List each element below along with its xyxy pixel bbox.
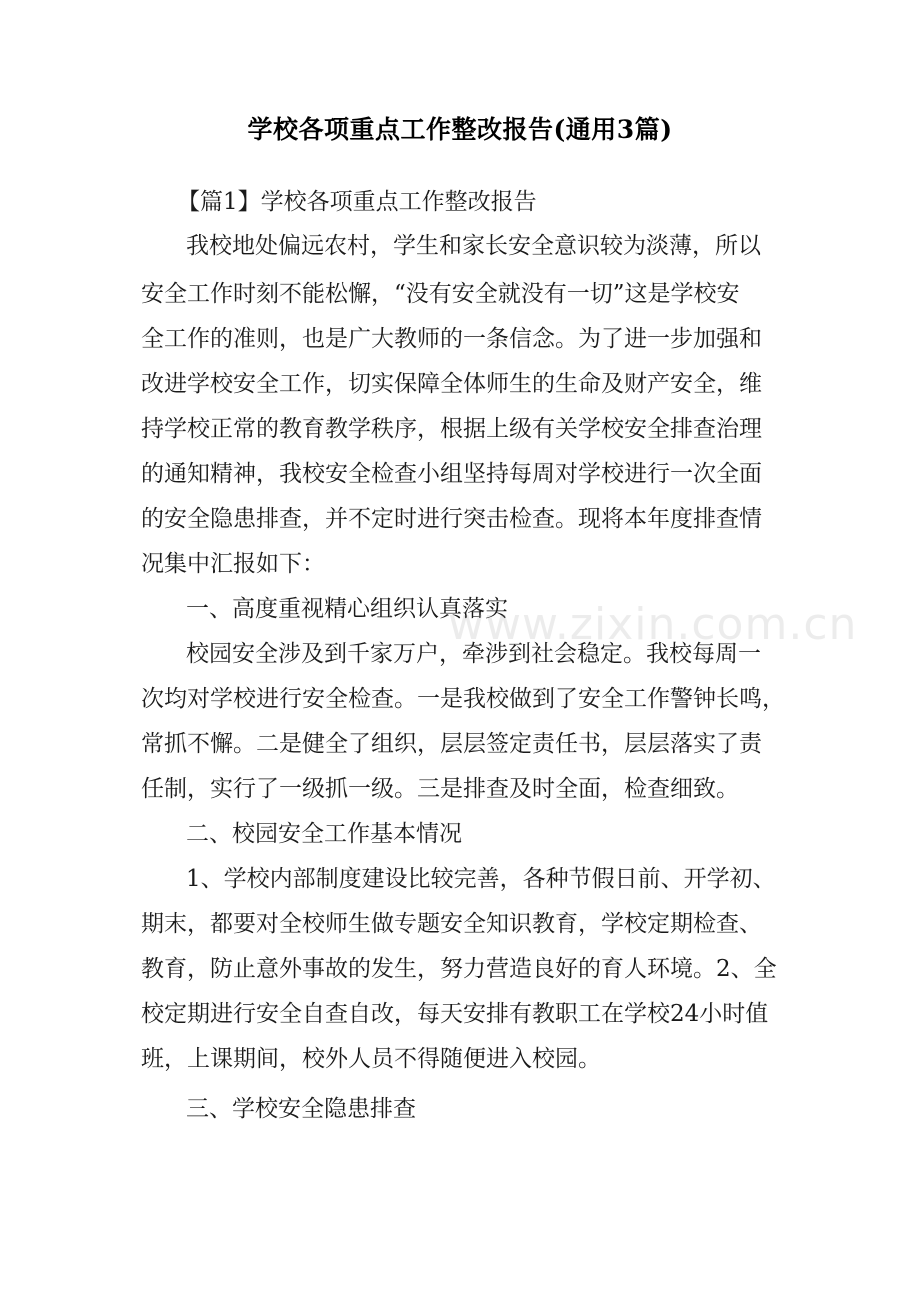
subheading: 二、校园安全工作基本情况	[186, 821, 462, 847]
watermark-text: www.zixin.com.cn	[448, 599, 858, 650]
paragraph-line: 常抓不懈。二是健全了组织，层层签定责任书，层层落实了责	[141, 731, 762, 757]
subheading: 一、高度重视精心组织认真落实	[186, 596, 508, 622]
paragraph-line: 班，上课期间，校外人员不得随便进入校园。	[141, 1046, 601, 1072]
paragraph-line: 的通知精神，我校安全检查小组坚持每周对学校进行一次全面	[141, 461, 762, 487]
paragraph-line: 任制，实行了一级抓一级。三是排查及时全面，检查细致。	[141, 776, 739, 802]
paragraph-line: 改进学校安全工作，切实保障全体师生的生命及财产安全，维	[141, 371, 762, 397]
subheading: 三、学校安全隐患排查	[186, 1096, 416, 1122]
paragraph-line: 全工作的准则，也是广大教师的一条信念。为了进一步加强和	[141, 326, 762, 352]
paragraph-line: 况集中汇报如下：	[141, 551, 325, 577]
paragraph-line: 1、学校内部制度建设比较完善，各种节假日前、开学初、	[186, 866, 776, 892]
paragraph-line: 我校地处偏远农村，学生和家长安全意识较为淡薄，所以	[186, 233, 761, 259]
paragraph-line: 校园安全涉及到千家万户，牵涉到社会稳定。我校每周一	[186, 641, 761, 667]
paragraph-line: 安全工作时刻不能松懈，“没有安全就没有一切”这是学校安	[141, 281, 740, 307]
paragraph-line: 持学校正常的教育教学秩序，根据上级有关学校安全排查治理	[141, 416, 762, 442]
document-title: 学校各项重点工作整改报告(通用3篇)	[247, 115, 673, 144]
paragraph-line: 校定期进行安全自查自改，每天安排有教职工在学校24小时值	[141, 1001, 769, 1027]
paragraph-line: 教育，防止意外事故的发生，努力营造良好的育人环境。2、全	[141, 956, 777, 982]
paragraph-line: 次均对学校进行安全检查。一是我校做到了安全工作警钟长鸣，	[141, 686, 785, 712]
section-heading: 【篇1】学校各项重点工作整改报告	[177, 189, 537, 215]
paragraph-line: 期末，都要对全校师生做专题安全知识教育，学校定期检查、	[141, 911, 762, 937]
paragraph-line: 的安全隐患排查，并不定时进行突击检查。现将本年度排查情	[141, 506, 762, 532]
